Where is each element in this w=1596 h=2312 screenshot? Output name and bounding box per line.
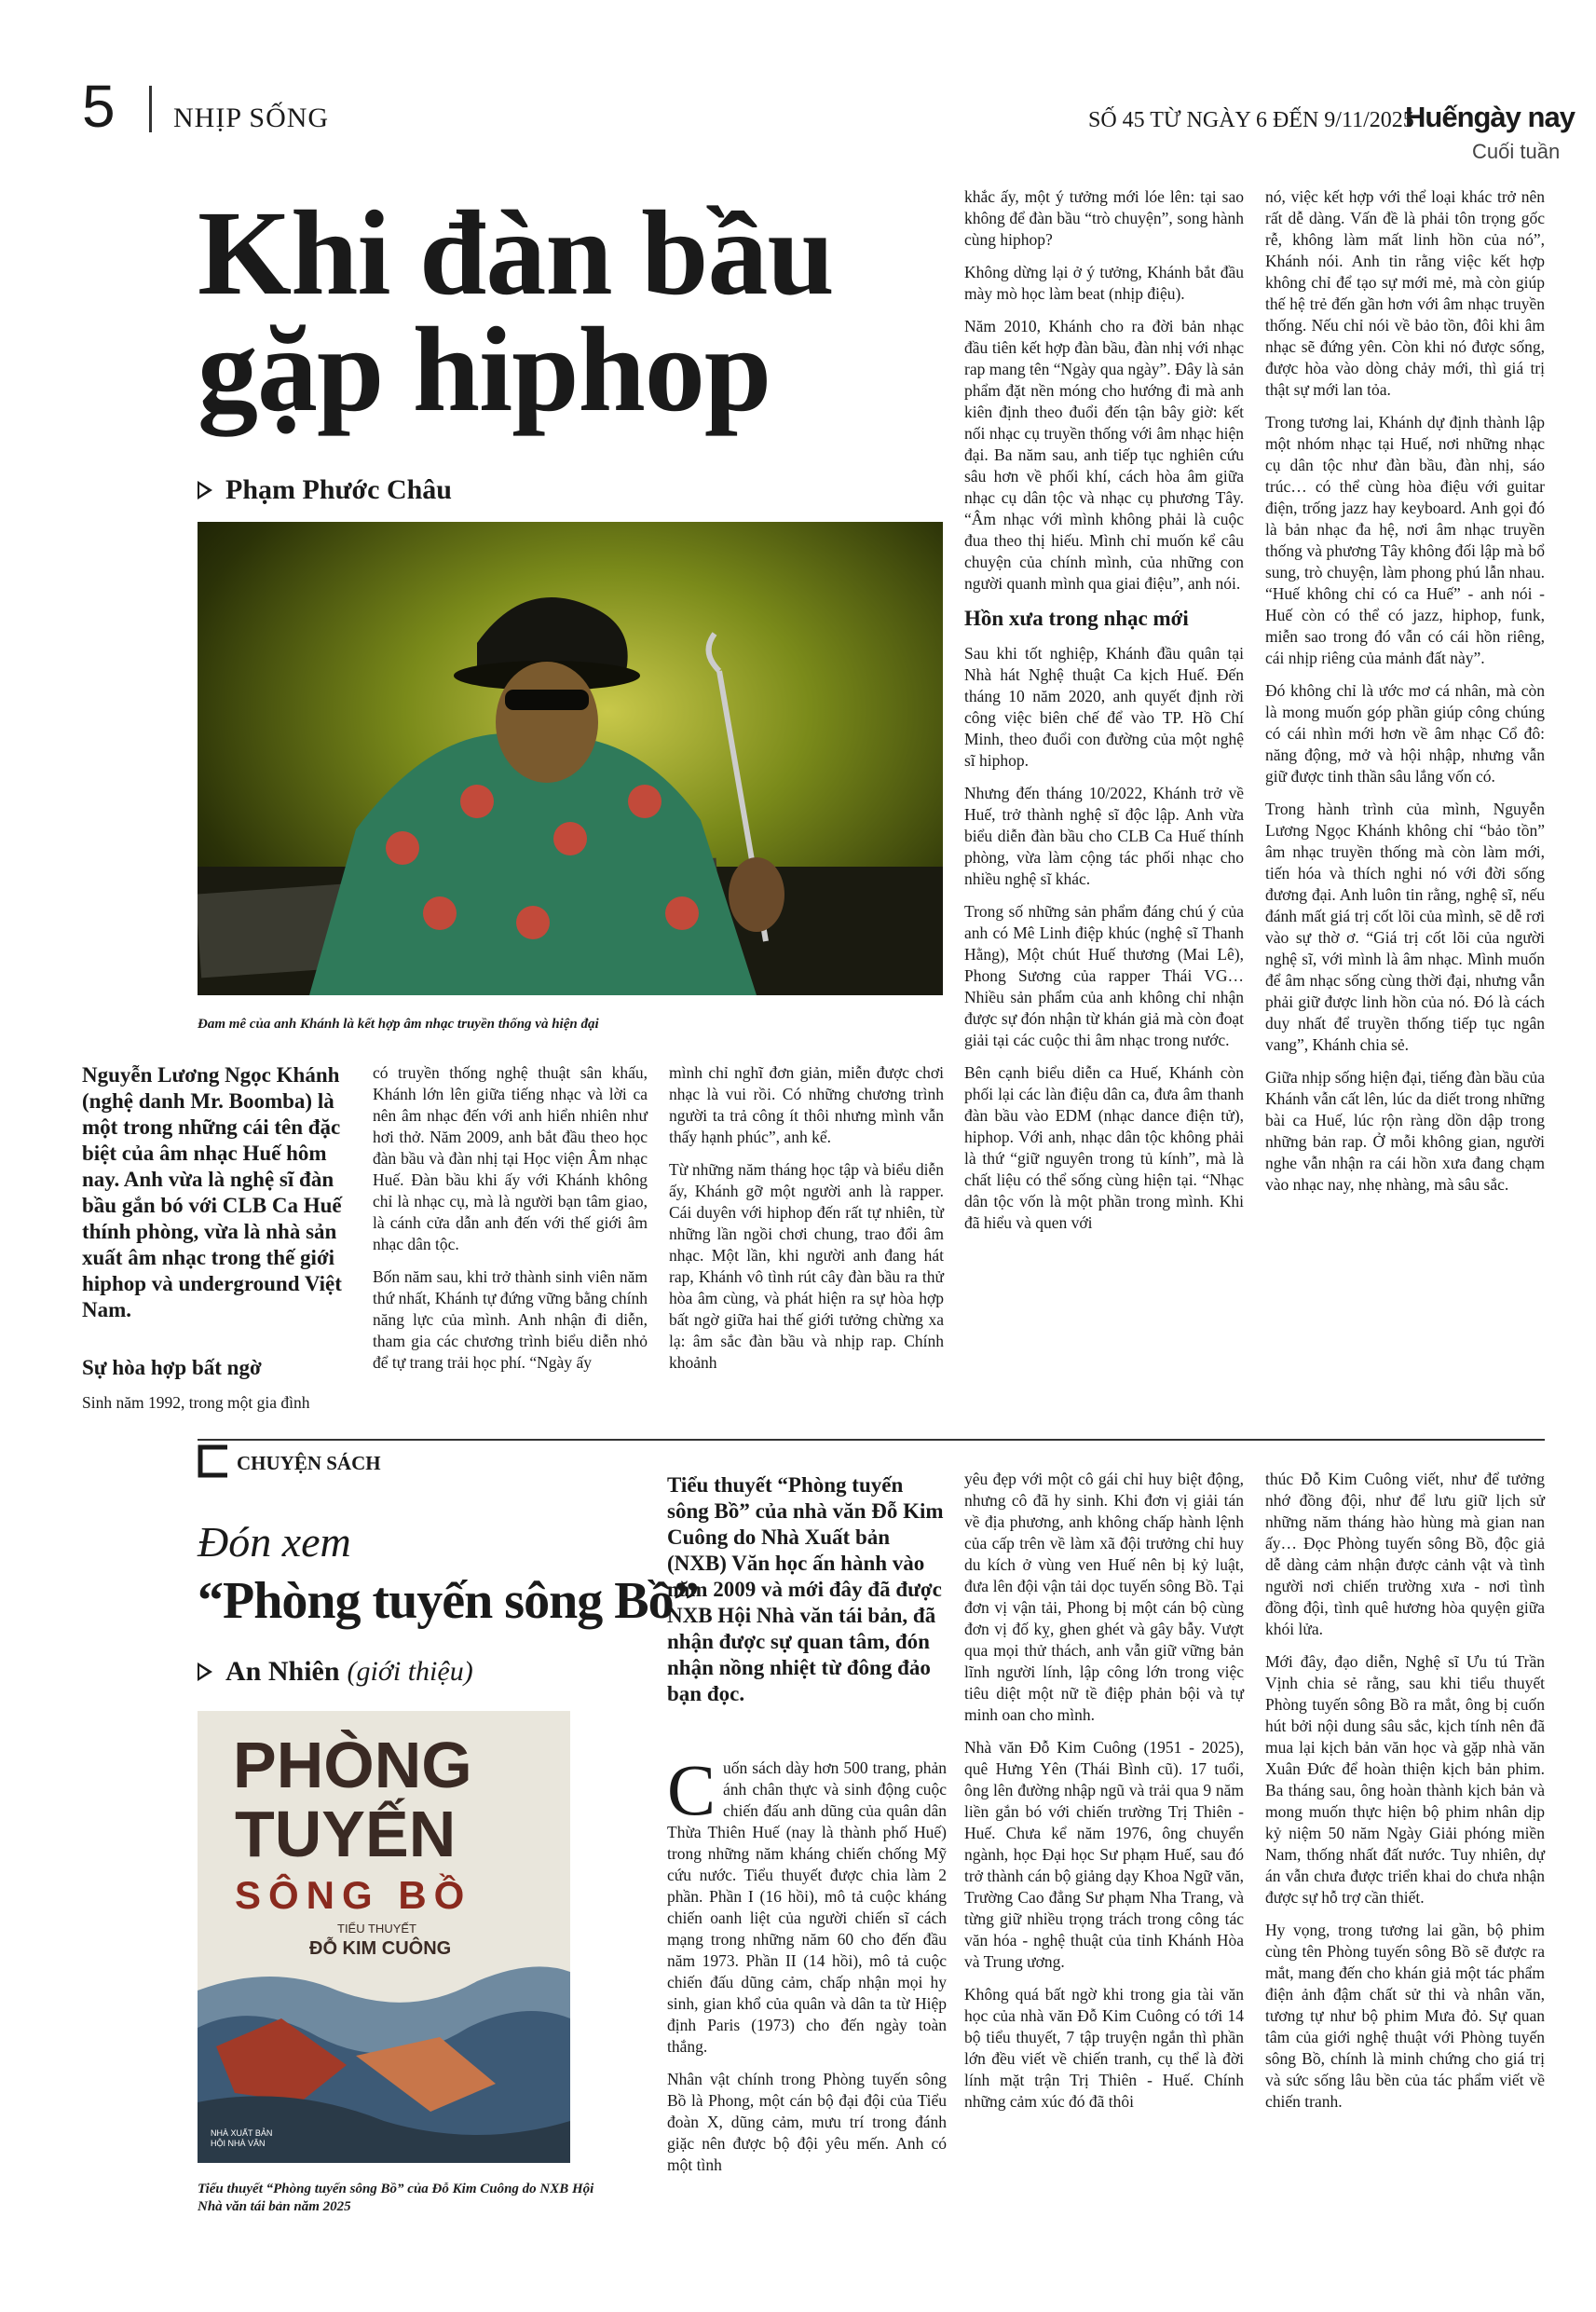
drop-cap: C xyxy=(667,1749,716,1830)
paragraph: Nhà văn Đỗ Kim Cuông (1951 - 2025), quê Hưng Yên (Thái Bình cũ). 17 tuổi, ông lên đường nhập ngũ và trải qua 9 năm liền gắn bó với chiến trường Trị Thiên - Huế. Chưa kể năm 1976, ông chuyển ngành, học Đại học Sư phạm Huế, sau đó trở thành cán bộ giảng dạy Khoa Ngữ văn, Trường Cao đẳng Sư phạm Nha Trang, và từng giữ nhiều trọng trách trong công tác văn hóa - nghệ thuật của tỉnh Khánh Hòa và Trung ương. xyxy=(964,1738,1244,1971)
paragraph: Hy vọng, trong tương lai gần, bộ phim cùng tên Phòng tuyến sông Bồ sẽ được ra mắt, mang đến cho khán giả một tác phẩm điện ảnh đậm chất sử thi và nhân văn, tương tự như bộ phim Mưa đỏ. Sự quan tâm của giới nghệ thuật với Phòng tuyến sông Bồ, chính là minh chứng cho giá trị và sức sống lâu bền của tác phẩm viết về chiến tranh. xyxy=(1265,1921,1545,2111)
paragraph: Năm 2010, Khánh cho ra đời bản nhạc đầu tiên kết hợp đàn bầu, đàn nhị với nhạc rap mang tên “Ngày qua ngày”. Đây là sản phẩm đặt nền móng cho hướng đi mà anh kiên định theo đuổi đến tận bây giờ: kết nối nhạc cụ truyền thống với âm nhạc hiện đại. Ba năm sau, anh tiếp tục nghiên cứu sâu hơn về phối khí, cách hòa âm giữa nhạc cụ dân tộc và nhạc cụ phương Tây. “Âm nhạc với mình không phải là cuộc đua theo thị hiếu. Mình chỉ muốn kể câu chuyện của chính mình, của những con người quanh mình qua giai điệu”, anh nói. xyxy=(964,317,1244,593)
article-column-1 xyxy=(82,1349,343,1425)
article-title xyxy=(198,186,834,437)
article2-title: “Phòng tuyến sông Bồ” xyxy=(198,1572,699,1630)
article2-lead: Tiểu thuyết “Phòng tuyến sông Bồ” của nhà văn Đỗ Kim Cuông do Nhà Xuất bản (NXB) Văn học ấn hành vào năm 2009 và mới đây đã được NXB Hội Nhà văn tái bản, đã nhận được sự quan tâm, đón nhận nồng nhiệt từ đông đảo bạn đọc. xyxy=(667,1473,944,1705)
paragraph: Nhân vật chính trong Phòng tuyến sông Bồ là Phong, một cán bộ đại đội của Tiểu đoàn X, dũng cảm, mưu trí trong đánh giặc nên được bộ đội yêu mến. Anh có một tình xyxy=(667,2070,947,2174)
paragraph: Trong hành trình của mình, Nguyễn Lương Ngọc Khánh không chỉ “bảo tồn” âm nhạc truyền thống mà còn làm mới, tiến hóa và thích nghi nó với đời sống đương đại. Anh luôn tin rằng, nghệ sĩ, nếu đánh mất giá trị cốt lõi của mình, sẽ dễ rơi vào sự thờ ơ. “Giá trị cốt lõi của người nghệ sĩ, với mình là âm nhạc. Mình muốn để âm nhạc sống cùng thời đại, nhưng vẫn phải giữ được linh hồn của nó. Đó là cách duy nhất để truyền thống tiếp tục ngân vang”, Khánh chia sẻ. xyxy=(1265,800,1545,1054)
article2-kicker: Đón xem xyxy=(198,1518,351,1566)
cover-title-line: PHÒNG xyxy=(233,1729,472,1801)
article-column-4 xyxy=(964,186,1244,1245)
paragraph xyxy=(667,1749,947,2058)
article-column-2 xyxy=(373,1062,648,1385)
article-column-3 xyxy=(669,1062,944,1385)
paragraph: Không dừng lại ở ý tưởng, Khánh bắt đầu mày mò học làm beat (nhịp điệu). xyxy=(964,263,1244,303)
issue-info: SỐ 45 TỪ NGÀY 6 ĐẾN 9/11/2025 xyxy=(1088,108,1414,132)
paragraph: Sinh năm 1992, trong một gia đình xyxy=(82,1393,310,1412)
performer-illustration xyxy=(198,522,943,995)
paragraph: có truyền thống nghệ thuật sân khấu, Khánh lớn lên giữa tiếng nhạc và lời ca nên âm nhạc đến với anh hiển nhiên như hơi thở. Năm 2009, anh bắt đầu theo học đàn bầu và đàn nhị tại Học viện Âm nhạc Huế. Đàn bầu khi ấy với Khánh không chỉ là nhạc cụ, mà là người bạn tâm giao, là cánh cửa dẫn anh đến với thế giới âm nhạc dân tộc. xyxy=(373,1063,648,1253)
article-title-line: gặp hiphop xyxy=(198,303,771,437)
triangle-bullet-icon xyxy=(198,481,212,499)
subheading: Hồn xưa trong nhạc mới xyxy=(964,607,1189,630)
cover-publisher: NHÀ XUẤT BẢN HỘI NHÀ VĂN xyxy=(211,2128,273,2148)
byline xyxy=(198,473,452,507)
page-number: 5 xyxy=(82,73,116,140)
publication-logo: Huếngày nay xyxy=(1405,101,1575,133)
section-bracket-icon xyxy=(198,1444,229,1478)
paragraph: Sau khi tốt nghiệp, Khánh đầu quân tại Nhà hát Nghệ thuật Ca kịch Huế. Đến tháng 10 năm 2020, anh quyết định rời công việc biên chế để vào TP. Hồ Chí Minh, theo đuổi con đường của một nghệ sĩ hiphop. xyxy=(964,644,1244,770)
author-name: An Nhiên xyxy=(225,1656,340,1687)
article-column-5 xyxy=(1265,186,1545,1207)
paragraph: Bốn năm sau, khi trở thành sinh viên năm thứ nhất, Khánh tự đứng vững bằng chính năng lực của mình. Anh nhận đi diễn, tham gia các chương trình biểu diễn nhỏ để tự trang trải học phí. “Ngày ấy xyxy=(373,1267,648,1372)
article2-column-1 xyxy=(667,1749,947,2187)
section-label: NHỊP SỐNG xyxy=(173,103,330,133)
header-divider xyxy=(149,86,152,132)
paragraph: yêu đẹp với một cô gái chỉ huy biệt động, nhưng cô đã hy sinh. Khi đơn vị giải tán về địa phương, anh không chấp hành lệnh của cấp trên về làm xã đội trưởng chỉ huy du kích ở vùng ven Huế nên bị kỷ luật, đưa lên đội vận tải dọc tuyến sông Bồ. Tại đơn vị vận tải, Phong bị một cán bộ cùng đơn vị đố kỵ, ghen ghét và gây bẫy. Vượt qua mọi thử thách, anh vẫn giữ vững bản lĩnh người lính, lập công lớn trong việc tiêu diệt một nữ tề điệp phản bội và tự minh oan cho mình. xyxy=(964,1470,1244,1724)
subheading: Sự hòa hợp bất ngờ xyxy=(82,1356,262,1379)
book-caption: Tiểu thuyết “Phòng tuyến sông Bồ” của Đỗ Kim Cuông do NXB Hội Nhà văn tái bản năm 2025 xyxy=(198,2182,594,2214)
photo-caption: Đam mê của anh Khánh là kết hợp âm nhạc truyền thống và hiện đại xyxy=(198,1017,599,1032)
author-name: Phạm Phước Châu xyxy=(225,474,452,505)
paragraph: Trong số những sản phẩm đáng chú ý của anh có Mê Linh điệp khúc (nghệ sĩ Thanh Hằng), Một chút Huế thương (Mai Lê), Phong Sương của rapper Thái VG… Nhiều sản phẩm của anh không chỉ nhận được sự đón nhận từ khán giả mà còn đoạt giải tại các cuộc thi âm nhạc trong nước. xyxy=(964,902,1244,1049)
paragraph: mình chỉ nghĩ đơn giản, miễn được chơi nhạc là vui rồi. Có những chương trình người ta trả công ít thôi nhưng mình vẫn thấy hạnh phúc”, anh kể. xyxy=(669,1063,944,1146)
section-label-text: CHUYỆN SÁCH xyxy=(237,1452,381,1474)
paragraph-text: uốn sách dày hơn 500 trang, phản ánh chân thực và sinh động cuộc chiến đấu anh dũng của quân dân Thừa Thiên Huế (nay là thành phố Huế) trong những năm kháng chiến chống Mỹ cứu nước. Tiểu thuyết được chia làm 2 phần. Phần I (16 hồi), mô tả cuộc kháng chiến oanh liệt của người chiến sĩ cách mạng trong những năm 60 cho đến đầu năm 1973. Phần II (14 hồi), mô tả cuộc chiến đấu dũng cảm, chấp nhận mọi hy sinh, gian khổ của quân và dân ta từ Hiệp định Paris (1973) cho đến ngày toàn thắng. xyxy=(667,1758,947,2056)
paragraph: Đó không chỉ là ước mơ cá nhân, mà còn là mong muốn góp phần giúp công chúng có cái nhìn mới hơn về âm nhạc Cổ đô: năng động, mở và hội nhập, nhưng vẫn giữ được tinh thần sâu lắng vốn có. xyxy=(1265,681,1545,786)
paragraph: Nhưng đến tháng 10/2022, Khánh trở về Huế, trở thành nghệ sĩ độc lập. Anh vừa biểu diễn đàn bầu cho CLB Ca Huế thính phòng, vừa làm cộng tác phối nhạc cho nhiều nghệ sĩ khác. xyxy=(964,784,1244,888)
paragraph: Bên cạnh biểu diễn ca Huế, Khánh còn phối lại các làn điệu dân ca, đưa âm thanh đàn bầu vào EDM (nhạc dance điện tử), hiphop. Với anh, nhạc dân tộc không phải là thứ “giữ nguyên trong tủ kính”, mà là chất liệu có thể sống cùng hiện tại. “Nhạc dân tộc vốn là một phần trong mình. Khi đã hiểu và quen với xyxy=(964,1063,1244,1232)
article2-byline xyxy=(198,1655,473,1689)
article-title-line: Khi đàn bầu xyxy=(198,186,834,321)
paragraph: thúc Đỗ Kim Cuông viết, như để tưởng nhớ đồng đội, như để lưu giữ lịch sử những năm tháng hào hùng mà gian nan ấy… Đọc Phòng tuyến sông Bồ, độc giả dễ dàng cảm nhận được cảnh vật và tình người nơi chiến trường xưa - nơi tình đồng đội, tình quê hương hòa quyện giữa khói lửa. xyxy=(1265,1470,1545,1638)
article2-column-2 xyxy=(964,1469,1244,2124)
paragraph: Từ những năm tháng học tập và biểu diễn ấy, Khánh gỡ một người anh là rapper. Cái duyên với hiphop đến rất tự nhiên, từ những lần ngồi chơi chung, trao đổi âm nhạc. Một lần, khi người anh đang hát rap, Khánh vô tình rút cây đàn bầu ra thử hòa âm cùng, và phát hiện ra sự hòa hợp bất ngờ giữa hai thế giới tưởng chừng xa lạ: âm sắc đàn bầu và nhịp rap. Chính khoảnh xyxy=(669,1160,944,1372)
cover-title-line: TUYẾN xyxy=(235,1798,457,1870)
section-divider xyxy=(198,1439,1545,1441)
cover-artwork xyxy=(198,1711,570,2163)
article-lead: Nguyễn Lương Ngọc Khánh (nghệ danh Mr. Boomba) là một trong những cái tên đặc biệt của âm nhạc Huế hôm nay. Anh vừa là nghệ sĩ đàn bầu gắn bó với CLB Ca Huế thính phòng, vừa là nhà sản xuất âm nhạc trong thế giới hiphop và underground Việt Nam. xyxy=(82,1063,342,1321)
cover-author: ĐỖ KIM CUÔNG xyxy=(309,1938,452,1959)
paragraph: khắc ấy, một ý tưởng mới lóe lên: tại sao không để đàn bầu “trò chuyện”, song hành cùng hiphop? xyxy=(964,187,1244,249)
article2-column-3 xyxy=(1265,1469,1545,2124)
paragraph: Mới đây, đạo diễn, Nghệ sĩ Ưu tú Trần Vịnh chia sẻ rằng, sau khi tiểu thuyết Phòng tuyến sông Bồ ra mắt, ông bị cuốn hút bởi nội dung sâu sắc, kịch tính nên đã mua lại kịch bản văn học và gặp nhà văn Xuân Đức để hoàn thiện kịch bản phim. Ba tháng sau, ông hoàn thành kịch bản và mong muốn thực hiện bộ phim nhân dịp kỷ niệm 50 năm Ngày Giải phóng miền Nam, thống nhất đất nước. Tuy nhiên, dự án vẫn chưa được triển khai do chưa nhận được sự hỗ trợ cần thiết. xyxy=(1265,1652,1545,1907)
byline-note: (giới thiệu) xyxy=(347,1656,473,1687)
paragraph: Không quá bất ngờ khi trong gia tài văn học của nhà văn Đỗ Kim Cuông có tới 14 bộ tiểu thuyết, 7 tập truyện ngắn thì phần lớn đều viết về chiến tranh, cụ thể là đời lính mặt trận Trị Thiên - Huế. Chính những cảm xúc đó đã thôi xyxy=(964,1985,1244,2111)
hero-photo xyxy=(198,522,943,995)
paragraph: Trong tương lai, Khánh dự định thành lập một nhóm nhạc tại Huế, nơi những nhạc cụ dân tộc như đàn bầu, đàn nhị, sáo trúc… có thể cùng hòa điệu với guitar điện, trống jazz hay keyboard. Anh gọi đó là bản nhạc đa hệ, nơi âm nhạc truyền thống và phương Tây không đối lập mà bổ sung, trò chuyện, làm phong phú lẫn nhau. “Huế không chỉ có ca Huế” - anh nói - Huế còn có thể có jazz, hiphop, funk, miễn sao trong đó vẫn có cái hồn riêng, cái nhịp riêng của mảnh đất này”. xyxy=(1265,413,1545,667)
cover-genre: TIỂU THUYẾT xyxy=(337,1922,416,1936)
cover-title-line: SÔNG BỒ xyxy=(235,1873,472,1917)
triangle-bullet-icon xyxy=(198,1662,212,1681)
paragraph: nó, việc kết hợp với thể loại khác trở nên rất dễ dàng. Vấn đề là phải tôn trọng gốc rễ, không làm mất linh hồn của nó”, Khánh nói. Anh tin rằng việc kết hợp không chỉ để tạo sự mới mẻ, mà còn giúp thế hệ trẻ đến gần hơn với âm nhạc truyền thống. Nếu chỉ nói về bảo tồn, đôi khi âm nhạc sẽ đứng yên. Còn khi nó được sống, được hòa vào dòng chảy mới, thì giá trị thật sự mới lan tỏa. xyxy=(1265,187,1545,399)
book-cover xyxy=(198,1711,570,2163)
publication-logo-sub: Cuối tuần xyxy=(1472,140,1561,163)
paragraph: Giữa nhịp sống hiện đại, tiếng đàn bầu của Khánh vẫn cất lên, lúc da diết trong những bài ca Huế, lúc rộn ràng dồn dập trong những bản rap. Ở mỗi không gian, người nghe vẫn nhận ra cái hồn xưa đang chạm vào nhạc nay, nhẹ nhàng, mà sâu sắc. xyxy=(1265,1068,1545,1194)
